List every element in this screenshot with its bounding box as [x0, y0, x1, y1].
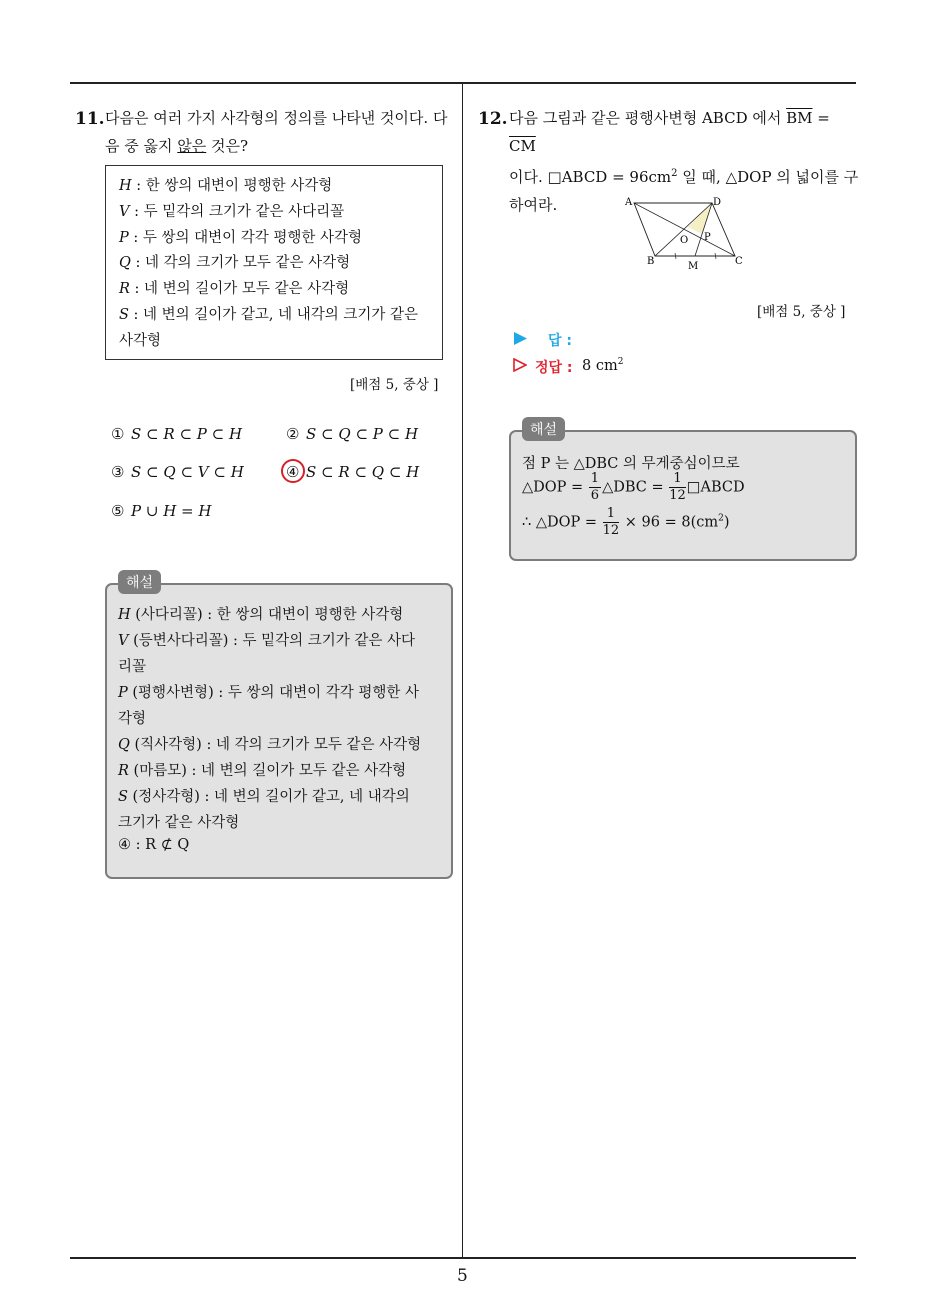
q12-explanation-line-1: 점 P 는 △DBC 의 무게중심이므로: [522, 456, 740, 472]
definition-line: R : 네 변의 길이가 모두 같은 사각형: [119, 281, 350, 298]
explanation-line: R (마름모) : 네 변의 길이가 모두 같은 사각형: [118, 763, 407, 779]
q12-explanation-line-3: ∴ △DOP = $\frac{1}{12}$ × $96 = 8(cm^2)$: [522, 506, 730, 538]
definition-line: 사각형: [119, 332, 162, 349]
q12-number: 12.: [478, 109, 508, 129]
tick-bm: [675, 253, 676, 259]
tick-cm: [715, 253, 716, 259]
q11-explanation-box: [105, 583, 453, 879]
definition-line: Q : 네 각의 크기가 모두 같은 사각형: [119, 255, 351, 272]
q12-prompt-line-1: 다음 그림과 같은 평행사변형 ABCD 에서 $\overline{BM} = \overline{CM}$: [509, 109, 830, 155]
fraction-one-twelfth: $\frac{1}{12}$: [602, 506, 620, 538]
explanation-line: Q (직사각형) : 네 각의 크기가 모두 같은 사각형: [118, 737, 422, 753]
definition-line: H : 한 쌍의 대변이 평행한 사각형: [119, 178, 333, 194]
q11-option-4[interactable]: ④ S ⊂ R ⊂ Q ⊂ H: [286, 463, 419, 481]
label-b: B: [647, 256, 655, 267]
bottom-rule: [70, 1257, 856, 1259]
correct-answer-value: 8 $cm^2$: [582, 357, 624, 374]
definition-line: P : 두 쌍의 대변이 각각 평행한 사각형: [119, 229, 363, 246]
fraction-one-twelfth: $\frac{1}{12}$: [669, 471, 686, 503]
column-divider: [462, 82, 463, 1258]
q11-emphasis-underline: 않은: [177, 137, 207, 155]
correct-arrow-icon: [513, 358, 527, 372]
definition-line: V : 두 밑각의 크기가 같은 사다리꼴: [119, 203, 345, 220]
explanation-line: S (정사각형) : 네 변의 길이가 같고, 네 내각의: [118, 789, 410, 805]
explanation-line: V (등변사다리꼴) : 두 밑각의 크기가 같은 사다: [118, 633, 416, 649]
definition-line: S : 네 변의 길이가 같고, 네 내각의 크기가 같은: [119, 306, 419, 323]
explanation-line: 크기가 같은 사각형: [118, 815, 240, 831]
q11-explanation-tab: 해설: [118, 570, 161, 594]
q12-explanation-line-2: △DOP = $\frac{1}{6}$ △DBC = $\frac{1}{12}$ □ABCD: [522, 471, 745, 503]
q11-option-3[interactable]: ③ S ⊂ Q ⊂ V ⊂ H: [111, 463, 244, 481]
q11-prompt: [105, 104, 455, 160]
q11-number: 11.: [75, 109, 105, 129]
answer-arrow-icon: [514, 332, 527, 345]
correct-answer-label: 정답 :: [535, 360, 573, 376]
q11-option-2[interactable]: ② S ⊂ Q ⊂ P ⊂ H: [286, 425, 419, 443]
triangle-dop-shaded: [688, 203, 712, 234]
answer-label: 답 :: [548, 333, 572, 349]
explanation-line: H (사다리꼴) : 한 쌍의 대변이 평행한 사각형: [118, 607, 404, 623]
q11-option-5[interactable]: ⑤ P ∪ H = H: [111, 502, 212, 520]
q12-prompt-line-3: 하여라.: [509, 196, 558, 214]
explanation-line: 리꼴: [118, 659, 147, 675]
q12-prompt-line-2: 이다. □ABCD = $96cm^2$ 일 때, △DOP 의 넓이를 구: [509, 168, 859, 186]
q11-definition-box: [105, 165, 443, 360]
label-a: A: [625, 197, 633, 208]
explanation-line: P (평행사변형) : 두 쌍의 대변이 각각 평행한 사: [118, 685, 419, 701]
diagonal-ac: [634, 203, 735, 256]
label-o: O: [680, 235, 689, 246]
fraction-one-sixth: $\frac{1}{6}$: [590, 471, 600, 503]
q11-option-1[interactable]: ① S ⊂ R ⊂ P ⊂ H: [111, 425, 243, 443]
parallelogram-figure: [620, 192, 750, 272]
correct-answer-circle: [281, 459, 305, 483]
label-m: M: [688, 261, 699, 272]
explanation-line: 각형: [118, 711, 147, 727]
q11-score: [배점 5, 중상 ]: [350, 377, 439, 393]
q11-prompt-line-1: 다음은 여러 가지 사각형의 정의를 나타낸 것이다. 다: [105, 109, 448, 127]
q12-explanation-tab: 해설: [522, 417, 565, 441]
q11-prompt-line-2: 음 중 옳지 않은 것은?: [105, 137, 249, 155]
q12-score: [배점 5, 중상 ]: [757, 304, 846, 320]
label-p: P: [704, 232, 711, 243]
page-number: 5: [457, 1266, 468, 1286]
label-c: C: [735, 256, 743, 267]
explanation-line: ④ : R ⊄ Q: [118, 837, 190, 853]
label-d: D: [713, 197, 722, 208]
